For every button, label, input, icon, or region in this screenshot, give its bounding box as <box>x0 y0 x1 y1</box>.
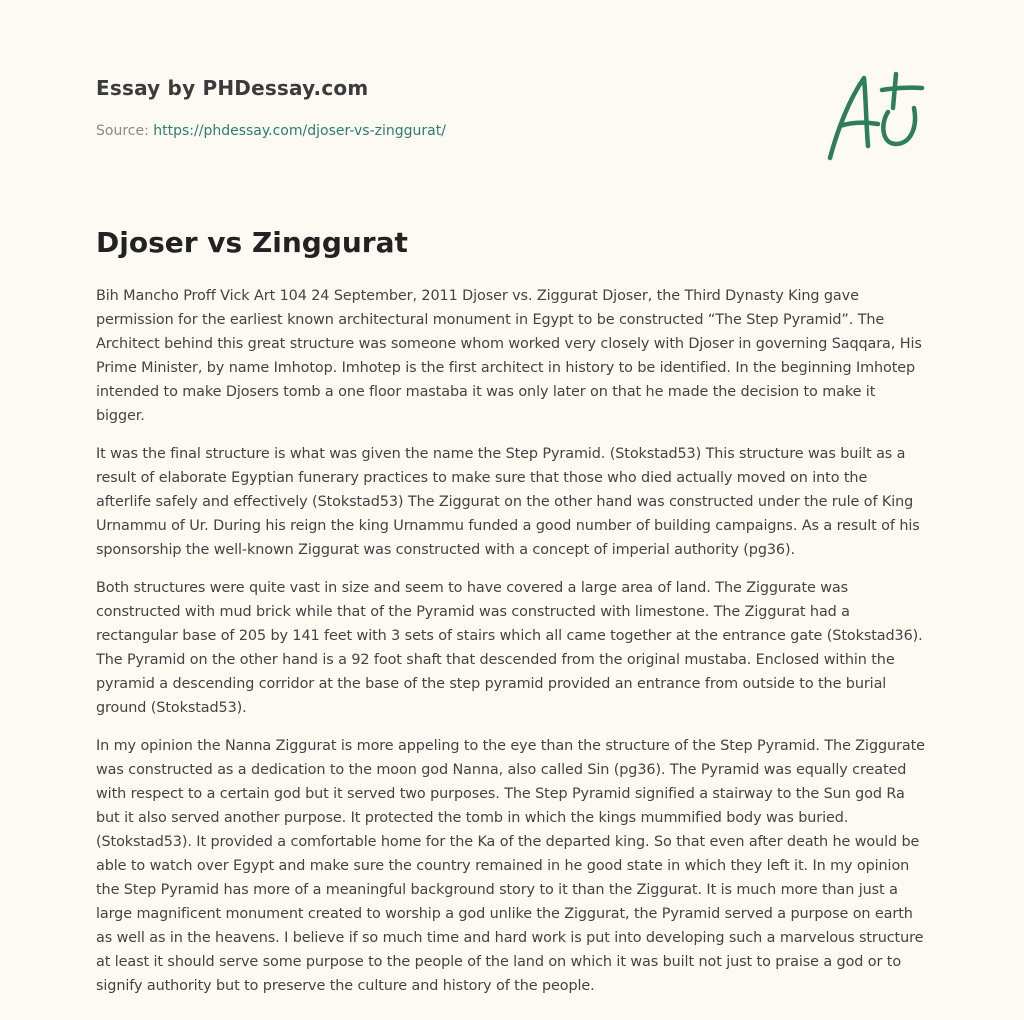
essay-paragraph: In my opinion the Nanna Ziggurat is more appeling to the eye than the structure of the Step Pyramid. The Ziggurate was constructed as a dedication to the moon god Nanna, also called Sin (pg36). The Pyramid was equally created with respect to a certain god but it served two purposes. The Step Pyramid signified a stairway to the Sun god Ra but it also served another purpose. It protected the tomb in which the kings mummified body was buried. (Stokstad53). It provided a comfortable home for the Ka of the departed king. So that even after death he would be able to watch over Egypt and make sure the country remained in he good state in which they left it. In my opinion the Step Pyramid has more of a meaningful background story to it than the Ziggurat. It is much more than just a large magnificent monument created to worship a god unlike the Ziggurat, the Pyramid served a purpose on earth as well as in the heavens. I believe if so much time and hard work is put into developing such a marvelous structure at least it should serve some purpose to the people of the land on which it was built not just to praise a god or to signify authority but to preserve the culture and history of the people. <box>96 738 925 994</box>
essay-paragraph: Bih Mancho Proff Vick Art 104 24 September, 2011 Djoser vs. Ziggurat Djoser, the Third Dynasty King gave permission for the earliest known architectural monument in Egypt to be constructed “The Step Pyramid”. The Architect behind this great structure was someone whom worked very closely with Djoser in governing Saqqara, His Prime Minister, by name Imhotop. Imhotep is the first architect in history to be identified. In the beginning Imhotep intended to make Djosers tomb a one floor mastaba it was only later on that he made the decision to make it bigger. <box>96 288 922 424</box>
source-label: Source: <box>96 123 154 139</box>
essay-paragraph: It was the final structure is what was given the name the Step Pyramid. (Stokstad53) This structure was built as a result of elaborate Egyptian funerary practices to make sure that those who died actually moved on into the afterlife safely and effectively (Stokstad53) The Ziggurat on the other hand was constructed under the rule of King Urnammu of Ur. During his reign the king Urnammu funded a good number of building campaigns. As a result of his sponsorship the well-known Ziggurat was constructed with a concept of imperial authority (pg36). <box>96 446 920 558</box>
a-plus-logo-icon <box>822 68 926 164</box>
page-header <box>96 76 796 139</box>
source-line <box>96 123 796 139</box>
brand-title: Essay by PHDessay.com <box>96 76 369 100</box>
essay-paragraph: Both structures were quite vast in size and seem to have covered a large area of land. The Ziggurate was constructed with mud brick while that of the Pyramid was constructed with limestone. The Ziggurat had a rectangular base of 205 by 141 feet with 3 sets of stairs which all came together at the entrance gate (Stokstad36). The Pyramid on the other hand is a 92 foot shaft that descended from the original mustaba. Enclosed within the pyramid a descending corridor at the base of the step pyramid provided an entrance from outside to the burial ground (Stokstad53). <box>96 580 923 716</box>
essay-title: Djoser vs Zinggurat <box>96 226 408 259</box>
essay-body <box>96 284 926 1012</box>
source-link[interactable]: https://phdessay.com/djoser-vs-zinggurat/ <box>153 123 446 139</box>
